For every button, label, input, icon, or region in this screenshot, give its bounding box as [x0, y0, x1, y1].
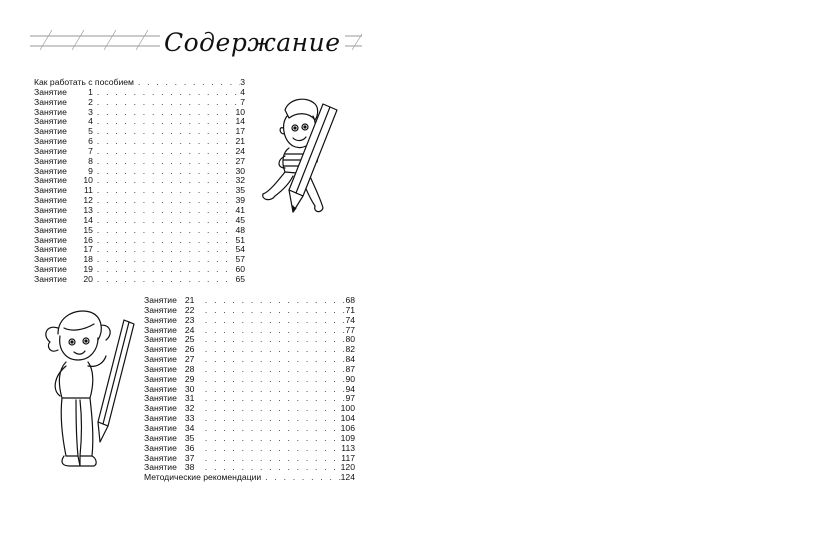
toc-dot-leader: [205, 375, 346, 385]
toc-entry-label: Занятие: [34, 126, 67, 137]
toc-entry-label: Занятие: [34, 116, 67, 127]
toc-entry-number: 34: [184, 422, 195, 433]
toc-entry-number: 13: [83, 204, 93, 215]
toc-entry-page: 35: [235, 185, 245, 196]
toc-entry-number: 14: [83, 214, 93, 225]
toc-entry-number: 37: [184, 452, 195, 463]
toc-entry-label: Занятие: [34, 273, 67, 284]
toc-entry-number: 35: [184, 432, 195, 443]
toc-dot-leader: [205, 424, 341, 434]
toc-entry-label: Занятие: [34, 185, 67, 196]
toc-entry-number: 20: [83, 273, 93, 284]
toc-dot-leader: [97, 176, 236, 186]
toc-entry-page: 124: [340, 472, 355, 483]
toc-dot-leader: [97, 117, 236, 127]
toc-entry-number: 12: [83, 195, 93, 206]
toc-entry-number: 22: [184, 304, 195, 315]
toc-entry-label: Занятие: [144, 462, 177, 473]
toc-entry-page: 80: [345, 334, 355, 345]
toc-entry-label: Занятие: [34, 264, 67, 275]
toc-entry-number: 4: [88, 116, 93, 127]
toc-entry-page: 120: [340, 462, 355, 473]
toc-dot-leader: [205, 444, 341, 454]
toc-entry-page: 24: [235, 145, 245, 156]
toc-entry-page: 39: [235, 195, 245, 206]
toc-entry-label: Занятие: [144, 334, 177, 345]
title-header: [30, 22, 362, 62]
toc-entry-label: Занятие: [34, 136, 67, 147]
toc-dot-leader: [265, 473, 340, 483]
toc-entry-label: Занятие: [144, 314, 177, 325]
toc-entry-number: 28: [184, 363, 195, 374]
toc-dot-leader: [97, 245, 236, 255]
toc-entry-number: 9: [88, 165, 93, 176]
toc-entry-label: Занятие: [34, 96, 67, 107]
toc-dot-leader: [205, 335, 346, 345]
toc-entry-number: 21: [184, 295, 195, 305]
toc-entry-page: 90: [345, 373, 355, 384]
toc-dot-leader: [205, 434, 341, 444]
toc-dot-leader: [205, 454, 341, 464]
toc-entry-number: 27: [184, 354, 195, 365]
toc-dot-leader: [97, 226, 236, 236]
toc-entry-page: 27: [235, 155, 245, 166]
toc-entry-page: 4: [240, 86, 245, 97]
toc-entry-page: 60: [235, 264, 245, 275]
toc-dot-leader: [97, 236, 236, 246]
toc-entry-number: 26: [184, 344, 195, 355]
toc-dot-leader: [97, 88, 240, 98]
toc-dot-leader: [97, 167, 236, 177]
toc-entry-label: Методические рекомендации: [144, 472, 262, 483]
toc-entry-page: 51: [235, 234, 245, 245]
toc-entry-page: 74: [345, 314, 355, 325]
toc-dot-leader: [205, 385, 346, 395]
toc-entry-label: Занятие: [34, 155, 67, 166]
toc-entry-label: Занятие: [34, 145, 67, 156]
toc-entry-number: 10: [83, 175, 93, 186]
toc-entry-page: 68: [345, 295, 355, 305]
toc-dot-leader: [97, 98, 240, 108]
toc-entry-label: Занятие: [144, 304, 177, 315]
toc-entry-label: Занятие: [144, 403, 177, 414]
toc-entry-number: 24: [184, 324, 195, 335]
toc-entry-label: Занятие: [34, 195, 67, 206]
toc-entry-number: 25: [184, 334, 195, 345]
toc-entry-label: Занятие: [34, 214, 67, 225]
toc-entry-page: 45: [235, 214, 245, 225]
toc-entry-number: 30: [184, 383, 195, 394]
toc-dot-leader: [97, 206, 236, 216]
toc-entry-label: Занятие: [144, 383, 177, 394]
toc-entry-page: 21: [235, 136, 245, 147]
toc-entry: [144, 473, 355, 483]
toc-entry-page: 57: [235, 254, 245, 265]
toc-entry-number: 38: [184, 462, 195, 473]
toc-dot-leader: [97, 275, 236, 285]
toc-dot-leader: [205, 414, 341, 424]
toc-entry-label: Занятие: [34, 254, 67, 265]
toc-dot-leader: [205, 326, 346, 336]
toc-entry-number: 17: [83, 244, 93, 255]
toc-entry-label: Занятие: [144, 442, 177, 453]
toc-entry-number: 5: [88, 126, 93, 137]
toc-dot-leader: [205, 306, 346, 316]
toc-entry-label: Занятие: [144, 373, 177, 384]
toc-dot-leader: [205, 394, 346, 404]
toc-entry-label: Занятие: [144, 344, 177, 355]
toc-entry-page: 106: [340, 422, 355, 433]
toc-entry-label: Занятие: [144, 324, 177, 335]
toc-entry-label: Занятие: [34, 204, 67, 215]
toc-dot-leader: [205, 365, 346, 375]
toc-entry-label: Занятие: [144, 452, 177, 463]
toc-dot-leader: [205, 316, 346, 326]
toc-entry-number: 15: [83, 224, 93, 235]
toc-entry-page: 10: [235, 106, 245, 117]
toc-entry-number: 29: [184, 373, 195, 384]
toc-entry-page: 32: [235, 175, 245, 186]
toc-entry-page: 100: [340, 403, 355, 414]
page-title: Содержание: [160, 28, 345, 57]
toc-dot-leader: [97, 186, 236, 196]
toc-dot-leader: [97, 147, 236, 157]
table-of-contents-part-1: [34, 78, 245, 285]
toc-entry-number: 33: [184, 413, 195, 424]
toc-entry-label: Занятие: [144, 295, 177, 305]
toc-entry-number: 11: [83, 185, 93, 196]
toc-entry-page: 54: [235, 244, 245, 255]
toc-entry-page: 109: [340, 432, 355, 443]
toc-entry-number: 16: [83, 234, 93, 245]
toc-entry-label: Занятие: [144, 363, 177, 374]
toc-entry-label: Занятие: [34, 165, 67, 176]
toc-entry-number: 36: [184, 442, 195, 453]
toc-entry-page: 17: [235, 126, 245, 137]
toc-entry-page: 82: [345, 344, 355, 355]
toc-entry-number: 19: [83, 264, 93, 275]
toc-entry-label: Занятие: [34, 244, 67, 255]
toc-dot-leader: [138, 78, 240, 88]
toc-entry-number: 32: [184, 403, 195, 414]
toc-dot-leader: [97, 265, 236, 275]
girl-with-pencil-illustration: [36, 306, 140, 474]
toc-entry-label: Занятие: [34, 106, 67, 117]
toc-dot-leader: [205, 355, 346, 365]
toc-entry-page: 87: [345, 363, 355, 374]
toc-dot-leader: [97, 137, 236, 147]
toc-dot-leader: [97, 108, 236, 118]
toc-entry-page: 41: [235, 204, 245, 215]
toc-entry-page: 30: [235, 165, 245, 176]
toc-dot-leader: [97, 216, 236, 226]
toc-entry-page: 104: [340, 413, 355, 424]
toc-entry-page: 94: [345, 383, 355, 394]
toc-entry-label: Занятие: [144, 354, 177, 365]
toc-entry-number: 23: [184, 314, 195, 325]
toc-entry-page: 117: [341, 452, 355, 463]
toc-entry-number: 8: [88, 155, 93, 166]
toc-entry-label: Занятие: [144, 393, 177, 404]
toc-entry-page: 71: [345, 304, 355, 315]
toc-entry-page: 97: [345, 393, 355, 404]
toc-dot-leader: [97, 196, 236, 206]
toc-dot-leader: [97, 127, 236, 137]
toc-entry-label: Занятие: [144, 413, 177, 424]
table-of-contents-part-2: [144, 296, 355, 483]
toc-entry-label: Занятие: [34, 175, 67, 186]
toc-entry-page: 48: [235, 224, 245, 235]
toc-entry-number: 31: [184, 393, 195, 404]
toc-dot-leader: [97, 157, 236, 167]
toc-entry-page: 3: [240, 77, 245, 87]
toc-dot-leader: [97, 255, 236, 265]
toc-entry-number: 18: [83, 254, 93, 265]
toc-entry-number: 7: [88, 145, 93, 156]
boy-with-pencil-illustration: [255, 96, 355, 231]
toc-dot-leader: [205, 345, 346, 355]
toc-entry-number: 2: [88, 96, 93, 107]
toc-entry-label: Занятие: [34, 224, 67, 235]
toc-entry-label: Как работать с пособием: [34, 77, 134, 87]
toc-entry-page: 113: [341, 442, 355, 453]
toc-entry-page: 84: [345, 354, 355, 365]
toc-entry-page: 7: [240, 96, 245, 107]
toc-dot-leader: [205, 296, 346, 306]
toc-entry-label: Занятие: [34, 234, 67, 245]
toc-entry-number: 1: [88, 86, 93, 97]
toc-entry-page: 65: [235, 273, 245, 284]
toc-entry-label: Занятие: [34, 86, 67, 97]
toc-entry: [34, 275, 245, 285]
toc-entry-number: 6: [88, 136, 93, 147]
toc-entry-label: Занятие: [144, 432, 177, 443]
toc-entry-page: 77: [345, 324, 355, 335]
toc-entry-page: 14: [235, 116, 245, 127]
toc-entry-number: 3: [88, 106, 93, 117]
toc-entry-label: Занятие: [144, 422, 177, 433]
toc-dot-leader: [205, 404, 341, 414]
